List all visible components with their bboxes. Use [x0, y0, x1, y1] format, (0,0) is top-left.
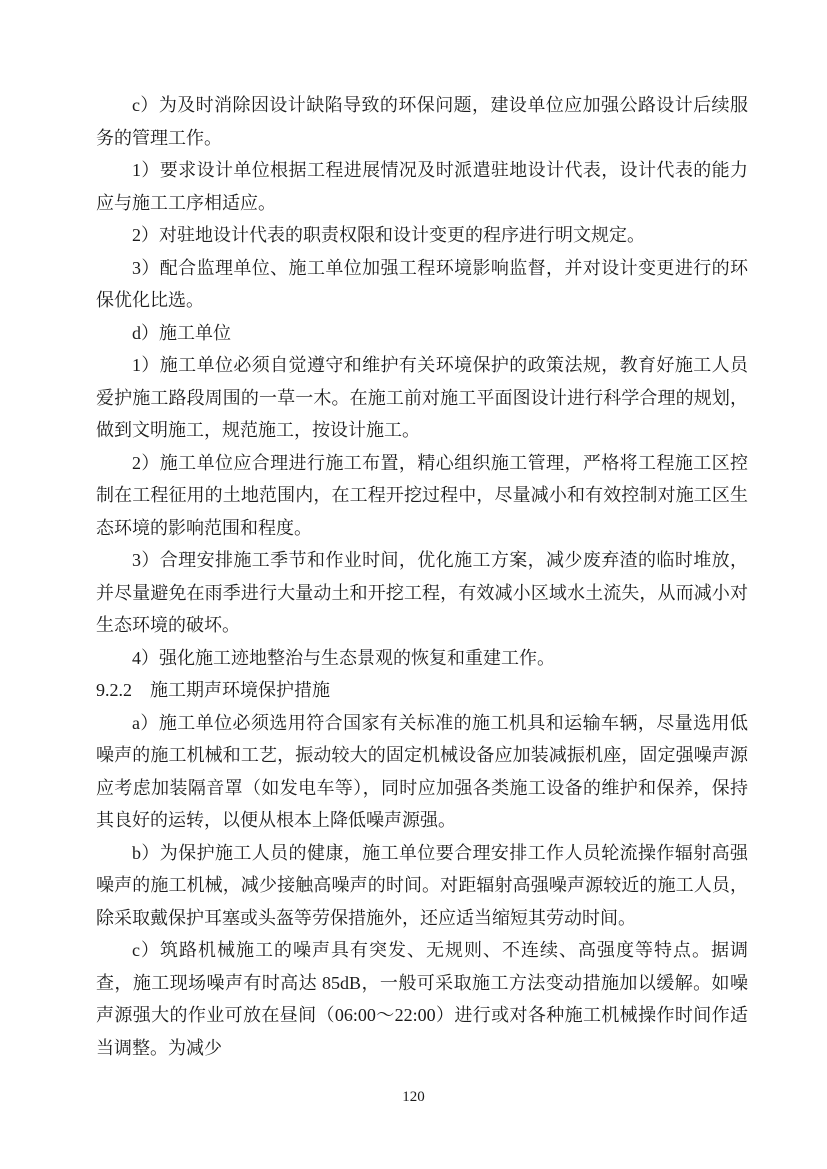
paragraph: 2）施工单位应合理进行施工布置，精心组织施工管理，严格将工程施工区控制在工程征用的土地范围内，在工程开挖过程中，尽量减小和有效控制对施工区生态环境的影响范围和程度。 [96, 452, 748, 538]
section-heading-number: 9.2.2 [96, 680, 132, 700]
document-body [96, 89, 748, 1064]
paragraph: b）为保护施工人员的健康，施工单位要合理安排工作人员轮流操作辐射高强噪声的施工机械，减少接触高噪声的时间。对距辐射高强噪声源较近的施工人员，除采取戴保护耳塞或头盔等劳保措施外，还应适当缩短其劳动时间。 [96, 842, 748, 928]
paragraph: 1）施工单位必须自觉遵守和维护有关环境保护的政策法规，教育好施工人员爱护施工路段周围的一草一木。在施工前对施工平面图设计进行科学合理的规划，做到文明施工，规范施工，按设计施工。 [96, 355, 748, 440]
paragraph: c）为及时消除因设计缺陷导致的环保问题，建设单位应加强公路设计后续服务的管理工作。 [96, 95, 748, 148]
section-heading-title: 施工期声环境保护措施 [150, 680, 330, 700]
paragraph: 3）合理安排施工季节和作业时间，优化施工方案，减少废弃渣的临时堆放，并尽量避免在雨季进行大量动土和开挖工程，有效减小区域水土流失，从而减小对生态环境的破坏。 [96, 550, 748, 635]
paragraph: 4）强化施工迹地整治与生态景观的恢复和重建工作。 [132, 647, 555, 668]
paragraph: c）筑路机械施工的噪声具有突发、无规则、不连续、高强度等特点。据调查，施工现场噪声有时高达 85dB，一般可采取施工方法变动措施加以缓解。如噪声源强大的作业可放在昼间（06:00～22:00）进行或对各种施工机械操作时间作适当调整。为减少 [96, 940, 748, 1058]
paragraph: d）施工单位 [132, 322, 231, 343]
paragraph: a）施工单位必须选用符合国家有关标准的施工机具和运输车辆，尽量选用低噪声的施工机械和工艺，振动较大的固定机械设备应加装减振机座，固定强噪声源应考虑加装隔音罩（如发电车等），同时应加强各类施工设备的维护和保养，保持其良好的运转，以便从根本上降低噪声源强。 [96, 712, 748, 830]
paragraph: 1）要求设计单位根据工程进展情况及时派遣驻地设计代表，设计代表的能力应与施工工序相适应。 [96, 160, 748, 213]
section-heading [96, 674, 748, 707]
page-number: 120 [402, 1089, 425, 1105]
paragraph: 2）对驻地设计代表的职责权限和设计变更的程序进行明文规定。 [132, 225, 645, 245]
paragraph: 3）配合监理单位、施工单位加强工程环境影响监督，并对设计变更进行的环保优化比选。 [96, 257, 748, 310]
page-footer [0, 1088, 827, 1106]
